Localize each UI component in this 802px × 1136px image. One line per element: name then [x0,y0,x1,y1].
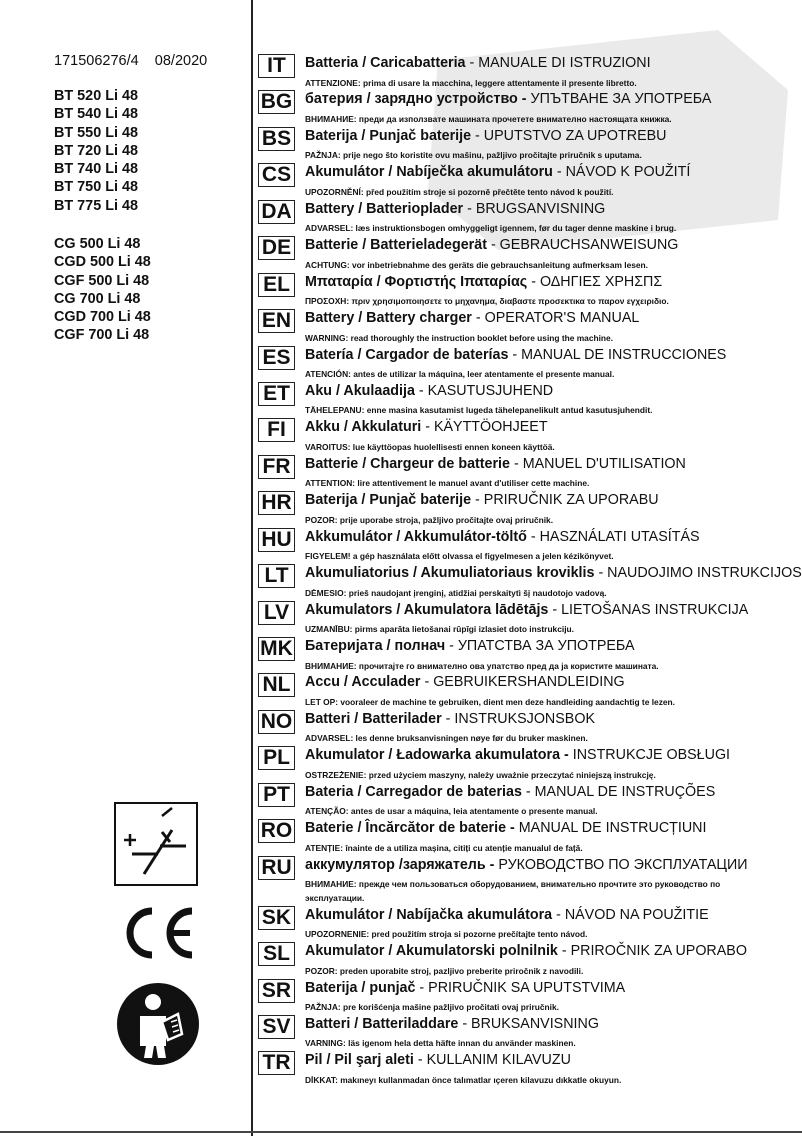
language-entry-ru [258,855,798,905]
language-code-badge: SR [258,979,295,1003]
model-name: CGF 700 Li 48 [54,327,150,344]
language-code-badge: IT [258,54,295,78]
language-entry-mk [258,636,798,672]
language-entry-lv [258,600,798,636]
language-warning: POZOR: preden uporabite stroj, pazljivo preberite priročnik z navodili. [305,965,584,976]
language-warning: POZOR: prije uporabe stroja, pažljivo pročitajte ovaj priručnik. [305,514,554,525]
product-name: батерия / зарядно устройство - [305,91,527,108]
language-title [305,456,686,472]
language-entry-fi [258,417,798,453]
manual-name: - BRUKSANVISNING [458,1015,599,1032]
manual-name: - KASUTUSJUHEND [414,382,554,399]
language-code-badge: SV [258,1015,295,1039]
language-entry-et [258,381,798,417]
language-warning: UZMANĪBU: pirms aparāta lietošanai rūpīgi izlasiet doto instrukciju. [305,624,574,635]
manual-name: - PRIRUČNIK SA UPUTSTVIMA [415,979,626,996]
language-code-badge: ES [258,346,295,370]
language-entry-tr [258,1050,798,1086]
language-entry-it [258,53,798,89]
language-title [305,274,662,290]
product-name: Akumulátor / Nabíjačka akumulátora [305,906,553,923]
read-manual-icon [116,982,200,1066]
manual-name: - УПАТСТВА ЗА УПОТРЕБА [445,638,635,654]
language-title [305,602,748,618]
language-title [305,164,690,180]
product-name: Baterie / Încărcător de baterie - [305,820,515,837]
battery-disconnect-icon [114,802,198,886]
product-name: Battery / Batterioplader [305,200,464,217]
language-code-badge: SK [258,906,295,930]
product-name: Accu / Acculader [305,674,421,691]
product-name: Батеријата / полнач [305,638,446,654]
language-title [305,383,553,399]
language-warning: ACHTUNG: vor inbetriebnahme des geräts die gebrauchsanleitung aufmerksam lesen. [305,259,648,270]
manual-name: - MANUAL DE INSTRUÇÕES [521,783,716,800]
language-title [305,1016,599,1032]
language-warning: ADVARSEL: læs instruktionsbogen omhyggeligt igennem, før du tager denne maskine i brug. [305,223,677,234]
manual-name: - NÁVOD NA POUŽITIE [552,906,709,923]
language-entry-cs [258,162,798,198]
language-code-badge: LV [258,601,295,625]
language-code-badge: HR [258,491,295,515]
language-title [305,55,651,71]
language-title [305,492,659,508]
language-entry-no [258,709,798,745]
product-name: Baterija / Punjač baterije [305,127,472,144]
manual-name: - BRUGSANVISNING [463,200,606,217]
model-name: CGD 700 Li 48 [54,309,151,326]
manual-name: - PRIRUČNIK ZA UPORABU [471,492,659,509]
language-warning: ATENCIÓN: antes de utilizar la máquina, leer atentamente el presente manual. [305,369,615,379]
models-cg-list [54,235,151,345]
language-code-badge: MK [258,637,295,661]
product-name: Baterija / Punjač baterije [305,492,472,509]
language-code-badge: BS [258,127,295,151]
language-warning: ATENȚIE: înainte de a utiliza mașina, citiți cu atenție manualul de față. [305,842,583,853]
language-code-badge: SL [258,942,295,966]
language-title [305,907,709,923]
manual-name: - MANUAL DE INSTRUCCIONES [508,346,727,363]
language-title [305,674,625,690]
product-name: Akumulátor / Nabíječka akumulátoru [305,164,553,181]
manual-name: - KULLANIM KILAVUZU [413,1052,571,1069]
language-title [305,419,548,435]
page-divider [251,0,253,1136]
language-code-badge: LT [258,564,295,588]
language-entry-bs [258,126,798,162]
manual-name: - PRIROČNIK ZA UPORABO [557,943,747,960]
language-entry-fr [258,454,798,490]
product-name: Baterija / punjač [305,979,416,996]
language-title [305,201,605,217]
language-code-badge: NO [258,710,295,734]
model-name: CGD 500 Li 48 [54,254,151,271]
language-code-badge: FI [258,418,295,442]
language-warning: OSTRZEŻENIE: przed użyciem maszyny, należy uważnie przeczytać niniejszą instrukcję. [305,769,656,780]
language-warning: ATTENZIONE: prima di usare la macchina, leggere attentamente il presente libretto. [305,77,637,88]
language-code-badge: HU [258,528,295,552]
manual-name: РУКОВОДСТВО ПО ЭКСПЛУАТАЦИИ [494,856,748,873]
language-code-badge: ET [258,382,295,406]
language-entry-pt [258,782,798,818]
product-name: Bateria / Carregador de baterias [305,783,522,800]
language-warning: DİKKAT: makıneyı kullanmadan önce talımatlar ıçeren kilavuzu dıkkatle okuyun. [305,1074,622,1085]
manual-name: - OPERATOR'S MANUAL [471,310,640,327]
product-name: Akku / Akkulaturi [305,419,422,436]
manual-name: - ΟΔΗΓΙΕΣ ΧΡΗΣΠΣ [527,273,663,290]
language-code-badge: PL [258,746,295,770]
model-name: BT 775 Li 48 [54,197,138,214]
model-name: BT 750 Li 48 [54,179,138,196]
language-warning: UPOZORNĚNÍ: před použitím stroje si pozorně přečtěte tento návod k použití. [305,186,614,197]
language-code-badge: BG [258,90,295,114]
product-name: Batteri / Batterilader [305,710,442,727]
model-name: CG 500 Li 48 [54,236,141,252]
language-entry-sl [258,941,798,977]
ce-mark-icon [116,903,198,963]
manual-name: - NÁVOD K POUŽITÍ [552,164,691,181]
language-warning: ВНИМАНИЕ: преди да използвате машината прочетете внимателно настоящата книжка. [305,113,672,124]
document-code: 171506276/4 08/2020 [54,53,208,69]
language-warning: ATENÇÃO: antes de usar a máquina, leia atentamente o presente manual. [305,806,598,817]
language-entry-de [258,235,798,271]
product-name: Pil / Pil şarj aleti [305,1052,414,1069]
language-warning: VARNING: läs igenom hela detta häfte innan du använder maskinen. [305,1038,576,1049]
product-name: Akumuliatorius / Akumuliatoriaus kroviklis [305,565,595,582]
language-code-badge: RO [258,819,295,843]
bottom-divider [0,1131,802,1133]
language-code-badge: EL [258,273,295,297]
manual-name: - UPUTSTVO ZA UPOTREBU [471,127,667,144]
language-title [305,747,730,763]
language-title [305,980,625,996]
language-title [305,91,711,107]
product-name: Aku / Akulaadija [305,382,415,399]
language-warning: PAŽNJA: pre korišćenja mašine pažljivo pročitati ovaj priručnik. [305,1002,559,1012]
language-title [305,310,639,326]
language-warning: LET OP: vooraleer de machine te gebruiken, dient men deze handleiding aandachtig te lezen. [305,696,675,707]
language-warning: ΠΡΟΣΟΧΗ: πριν χρησιμοποιησετε το μηχανημα, διαβαστε προσεκτικα το παρον εγχειριδιο. [305,296,669,307]
product-name: Battery / Battery charger [305,310,472,327]
product-name: Akumulator / Ładowarka akumulatora - [305,747,569,764]
language-title [305,128,667,144]
manual-name: INSTRUKCJE OBSŁUGI [568,747,731,764]
language-warning: TÄHELEPANU: enne masina kasutamist lugeda tähelepanelikult antud kasutusjuhendit. [305,405,653,416]
language-warning: VAROITUS: lue käyttöopas huolellisesti ennen koneen käyttöä. [305,441,555,452]
language-code-badge: DA [258,200,295,224]
language-title [305,638,635,654]
product-name: Batteri / Batteriladdare [305,1015,459,1032]
model-name: BT 550 Li 48 [54,124,138,141]
product-name: Akkumulátor / Akkumulátor-töltő [305,528,527,545]
manual-name: УПЪТВАНЕ ЗА УПОТРЕБА [526,91,712,108]
product-name: аккумулятор /заряжатель - [305,856,495,873]
product-name: Akumulator / Akumulatorski polnilnik [305,943,558,960]
language-entry-es [258,345,798,381]
language-warning: PAŽNJA: prije nego što koristite ovu mašinu, pažljivo pročitajte priručnik s uputama. [305,150,642,161]
language-warning: DĖMESIO: prieš naudojant įrenginį, atidžiai perskaitytì šį naudotojo vadovą. [305,587,607,598]
language-title [305,784,715,800]
language-title [305,1052,571,1068]
models-bt-list [54,87,138,215]
language-title [305,820,706,836]
language-entry-lt [258,563,802,599]
language-code-badge: RU [258,856,295,880]
language-code-badge: DE [258,236,295,260]
manual-name: - INSTRUKSJONSBOK [441,710,595,727]
language-warning: ADVARSEL: les denne bruksanvisningen nøye før du bruker maskinen. [305,733,588,744]
product-name: Batterie / Batterieladegerät [305,237,487,254]
manual-name: - GEBRUIKERSHANDLEIDING [420,674,625,691]
language-title [305,347,726,363]
document-date: 08/2020 [154,53,208,69]
language-warning: FIGYELEM! a gép használata előtt olvassa el figyelmesen a jelen kézikönyvet. [305,551,614,562]
model-name: BT 740 Li 48 [54,161,138,178]
language-code-badge: PT [258,783,295,807]
language-entry-bg [258,89,798,125]
product-name: Μπαταρία / Φορτιστής Ιπαταρίας [305,273,528,290]
language-entry-en [258,308,798,344]
language-entry-nl [258,672,798,708]
language-warning: UPOZORNENIE: pred použitím stroja si pozorne prečítajte tento návod. [305,929,588,940]
model-name: CGF 500 Li 48 [54,272,150,289]
model-name: BT 520 Li 48 [54,88,138,104]
language-entry-sk [258,905,798,941]
manual-name: - MANUEL D'UTILISATION [509,455,686,472]
language-entry-pl [258,745,798,781]
language-code-badge: NL [258,673,295,697]
product-name: Batería / Cargador de baterías [305,346,509,363]
language-warning: WARNING: read thoroughly the instruction booklet before using the machine. [305,332,614,343]
language-warning: ВНИМАНИЕ: прочитајте го внимателно ова упатство пред да ја користите машината. [305,660,659,671]
language-entry-hr [258,490,798,526]
language-warning: ВНИМАНИЕ: прежде чем пользоваться оборудованием, внимательно прочтите это руководство по эксплуатации. [305,879,721,904]
language-entry-el [258,272,798,308]
language-list [258,53,802,1087]
model-name: BT 540 Li 48 [54,106,138,123]
manual-name: - MANUALE DI ISTRUZIONI [465,55,651,71]
manual-name: - NAUDOJIMO INSTRUKCIJOS [594,565,802,582]
language-entry-hu [258,527,798,563]
product-name: Batterie / Chargeur de batterie [305,455,510,472]
product-name: Batteria / Caricabatteria [305,55,466,71]
language-code-badge: TR [258,1051,295,1075]
language-title [305,565,802,581]
model-name: CG 700 Li 48 [54,290,141,307]
language-code-badge: EN [258,309,295,333]
language-title [305,711,595,727]
manual-name: - HASZNÁLATI UTASÍTÁS [526,528,700,545]
language-title [305,943,747,959]
manual-name: - LIETOŠANAS INSTRUKCIJA [548,601,749,618]
language-entry-sr [258,978,798,1014]
manual-name: - KÄYTTÖOHJEET [421,419,548,436]
manual-name: MANUAL DE INSTRUCȚIUNI [514,820,707,837]
language-entry-sv [258,1014,798,1050]
language-code-badge: CS [258,163,295,187]
manual-name: - GEBRAUCHSANWEISUNG [486,237,679,254]
language-title [305,529,700,545]
language-title [305,237,678,253]
language-code-badge: FR [258,455,295,479]
language-entry-da [258,199,798,235]
product-name: Akumulators / Akumulatora lādētājs [305,601,549,618]
model-name: BT 720 Li 48 [54,142,138,159]
language-title [305,857,748,873]
language-entry-ro [258,818,798,854]
language-warning: ATTENTION: lire attentivement le manuel avant d'utiliser cette machine. [305,478,590,489]
